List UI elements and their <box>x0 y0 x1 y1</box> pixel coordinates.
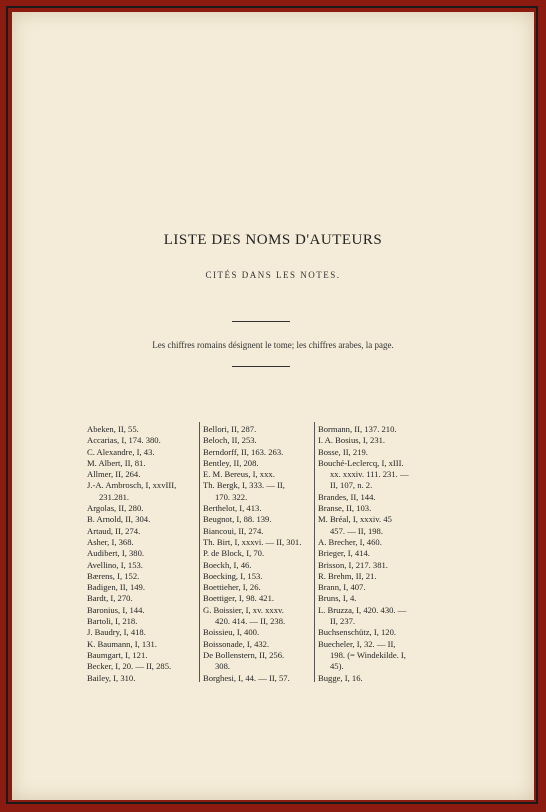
author-entry: J. Baudry, I, 418. <box>87 627 146 638</box>
divider-bottom <box>232 366 290 367</box>
author-entry: M. Bréal, I, xxxiv. 45 <box>318 514 392 525</box>
author-entry-continuation: 45). <box>330 661 344 672</box>
author-entry: Beugnot, I, 88. 139. <box>203 514 272 525</box>
author-entry-continuation: xx. xxxiv. 111. 231. — <box>330 469 409 480</box>
author-entry: J.-A. Ambrosch, I, xxvIII, <box>87 480 177 491</box>
author-entry: G. Boissier, I, xv. xxxv. <box>203 604 284 615</box>
author-entry: Becker, I, 20. — II, 285. <box>87 661 172 672</box>
author-entry: Bardt, I, 270. <box>87 593 133 604</box>
author-entry: Boecking, I, 153. <box>203 570 263 581</box>
author-entry: Badigen, II, 149. <box>87 582 145 593</box>
author-entry: R. Brehm, II, 21. <box>318 570 377 581</box>
author-entry: Borghesi, I, 44. — II, 57. <box>203 672 290 683</box>
author-entry: Th. Bergk, I, 333. — II, <box>203 480 285 491</box>
author-entry: M. Albert, II, 81. <box>87 457 146 468</box>
author-entry: Avellino, I, 153. <box>87 559 143 570</box>
author-entry: Baronius, I, 144. <box>87 604 145 615</box>
author-entry: Bugge, I, 16. <box>318 672 363 683</box>
author-entry: Boissonade, I, 432. <box>203 638 270 649</box>
page-subtitle: CITÉS DANS LES NOTES. <box>205 270 341 280</box>
author-entry: I. A. Bosius, I, 231. <box>318 435 386 446</box>
author-entry: Accarias, I, 174. 380. <box>87 435 161 446</box>
divider-top <box>232 321 290 322</box>
author-entry: Buchsenschütz, I, 120. <box>318 627 397 638</box>
author-entry: Berndorff, II, 163. 263. <box>203 446 284 457</box>
author-entry: Allmer, II, 264. <box>87 469 141 480</box>
author-entry: Bosse, II, 219. <box>318 446 368 457</box>
author-entry: Artaud, II, 274. <box>87 525 141 536</box>
author-entry: Bentley, II, 208. <box>203 457 259 468</box>
author-entry: De Bollenstern, II, 256. <box>203 649 285 660</box>
author-column-2 <box>203 424 311 684</box>
author-entry: Biancoui, II, 274. <box>203 525 264 536</box>
page-title: LISTE DES NOMS D'AUTEURS <box>163 232 383 248</box>
author-entry: Boissieu, I, 400. <box>203 627 260 638</box>
author-entry: Beloch, II, 253. <box>203 435 257 446</box>
author-entry-continuation: 457. — II, 198. <box>330 525 383 536</box>
author-entry: Bellori, II, 287. <box>203 424 257 434</box>
author-entry: Buecheler, I, 32. — II, <box>318 638 396 649</box>
author-entry-continuation: 308. <box>215 661 231 672</box>
author-entry: Brandes, II, 144. <box>318 491 376 502</box>
author-entry: C. Alexandre, I, 43. <box>87 446 155 457</box>
author-entry: Bormann, II, 137. 210. <box>318 424 397 434</box>
author-entry-continuation: 198. (= Windekilde. I, <box>330 649 406 660</box>
explanatory-note: Les chiffres romains désignent le tome; les chiffres arabes, la page. <box>152 340 394 350</box>
author-entry: L. Bruzza, I, 420. 430. — <box>318 604 407 615</box>
author-entry: Brann, I, 407. <box>318 582 366 593</box>
author-entry: Baumgart, I, 121. <box>87 649 148 660</box>
author-entry: B. Arnold, II, 304. <box>87 514 151 525</box>
author-entry: Abeken, II, 55. <box>87 424 139 434</box>
author-entry: Boeckh, I, 46. <box>203 559 252 570</box>
author-entry: Boettiger, I, 98. 421. <box>203 593 275 604</box>
author-entry-continuation: II, 237. <box>330 616 356 627</box>
author-entry: Asher, I, 368. <box>87 536 134 547</box>
author-column-3 <box>318 424 436 684</box>
author-entry: Bærens, I, 152. <box>87 570 140 581</box>
author-entry: Th. Birt, I, xxxvi. — II, 301. <box>203 536 302 547</box>
author-entry-continuation: II, 107, n. 2. <box>330 480 373 491</box>
author-entry: Audibert, I, 380. <box>87 548 145 559</box>
author-entry-continuation: 231.281. <box>99 491 130 502</box>
author-entry: Boettieher, I, 26. <box>203 582 261 593</box>
author-entry: Branse, II, 103. <box>318 503 372 514</box>
author-entry: Brieger, I, 414. <box>318 548 370 559</box>
author-entry: E. M. Bereus, I, xxx. <box>203 469 275 480</box>
author-entry: Bailey, I, 310. <box>87 672 136 683</box>
author-entry: Argolas, II, 280. <box>87 503 144 514</box>
author-entry-continuation: 170. 322. <box>215 491 248 502</box>
author-entry: Bruns, I, 4. <box>318 593 357 604</box>
author-entry: K. Baumann, I, 131. <box>87 638 157 649</box>
author-entry: P. de Block, I, 70. <box>203 548 265 559</box>
author-entry: Bouché-Leclercq, I, xIII. <box>318 457 404 468</box>
column-separator <box>314 422 315 682</box>
author-entry: Brisson, I, 217. 381. <box>318 559 388 570</box>
author-entry: Bartoli, I, 218. <box>87 616 138 627</box>
author-entry: Berthelot, I, 413. <box>203 503 262 514</box>
column-separator <box>199 422 200 682</box>
author-column-1 <box>87 424 197 684</box>
author-entry-continuation: 420. 414. — II, 238. <box>215 616 286 627</box>
author-entry: A. Brecher, I, 460. <box>318 536 382 547</box>
